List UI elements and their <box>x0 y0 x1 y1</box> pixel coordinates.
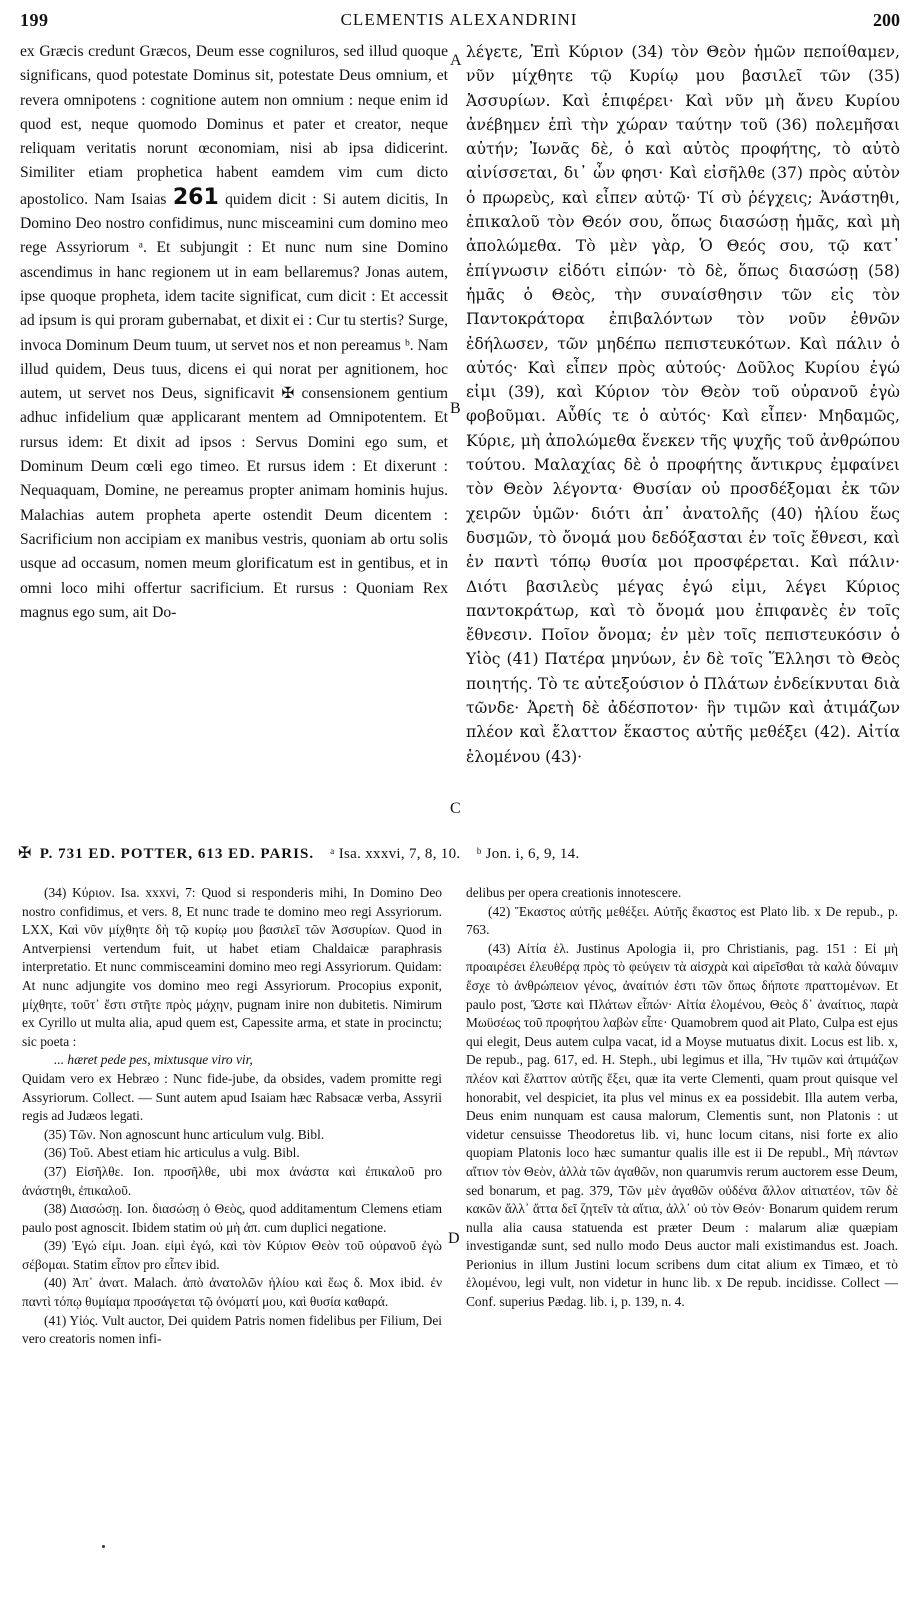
footnote-34-verse: ... hæret pede pes, mixtusque viro vir, <box>54 1052 253 1068</box>
cross-icon: ✠ <box>18 845 32 862</box>
latin-column <box>20 40 448 824</box>
greek-column <box>466 40 900 824</box>
footnote-39: (39) Ἐγώ εἰμι. Joan. εἰμὶ ἐγώ, καὶ τὸν Κύριον Θεὸν τοῦ οὐρανοῦ ἐγὼ σέβομαι. Statim εἶπον pro εἶπεν ibid. <box>22 1238 442 1272</box>
footnote-42: (42) Ἕκαστος αὐτῆς μεθέξει. Αὐτῆς ἕκαστος est Plato lib. x De repub., p. 763. <box>466 903 898 938</box>
margin-letter-c: C <box>450 800 461 817</box>
footnote-34: (34) Κύριον. Isa. xxxvi, 7: Quod si responderis mihi, In Domino Deo nostro confidimus, et vers. 8, Et nunc trade te domino meo regi Assyriorum. LXX, Καὶ νῦν μίχθητε δὴ τῷ κυρίῳ μου βασιλεῖ τῶν Ἀσσυρίων. Quod in Antverpiensi vertendum fuit, ut habet etiam Chaldaicæ paraphrasis interpretatio. Et nunc commisceamini domino meo regi Assyriorum. Quidam: At nunc adjungite vos domino meo regi Assyriorum. Procopius exponit, μίχθητε, τοῦτ᾽ ἔστι στῆτε πρὸς μάχην, pugnam inire non dubitetis. Nimirum ex Cyrillo ut multa alia, apud quem est, Capessite arma, et state in procinctu; sic poeta : <box>22 885 442 1049</box>
margin-letter-b: B <box>450 400 461 417</box>
latin-text-part-1: ex Græcis credunt Græcos, Deum esse cogniluros, sed illud quoque significans, quod potestate Dominus sit, potestate Deus omnium, et revera omnipotens : cognitione autem non omnium : neque enim id quod est, neque quomodo Dominus et pater et creator, neque reliquam veritatis norunt œconomiam, nisi ab ipsa didicerint. Similiter etiam prophetica habent eamdem vim cum dicto apostolico. Nam Isaias <box>20 43 448 208</box>
edition-pagination: P. 731 ED. POTTER, 613 ED. PARIS. <box>39 846 315 862</box>
footnote-34-continued: Quidam vero ex Hebræo : Nunc fide-jube, da obsides, vadem promitte regi Assyriorum. Collect. — Sunt autem apud Isaiam hæc Rabsacæ verba, Assyrii regis ad Judæos legati. <box>22 1070 442 1124</box>
footnote-37: (37) Εἰσῆλθε. Ion. προσῆλθε, ubi mox ἀνάστα καὶ ἐπικαλοῦ pro ἀνάστηθι, ἐπικαλοῦ. <box>22 1163 442 1198</box>
running-title: CLEMENTIS ALEXANDRINI <box>340 10 578 29</box>
margin-letter-a: A <box>450 52 462 69</box>
footnote-38: (38) Διασώσῃ. Ion. διασώσῃ ὁ Θεὸς, quod additamentum Clemens etiam paulo post agnoscit. Ibidem statim οὐ μὴ ἀπ. cum duplici negatione. <box>22 1201 442 1235</box>
edition-reference-line <box>18 843 580 863</box>
footnote-41-continued: delibus per opera creationis innotescere. <box>466 885 682 900</box>
marginal-page-number: 261 <box>172 184 219 210</box>
footnote-40: (40) Ἀπ᾽ ἀνατ. Malach. ἀπὸ ἀνατολῶν ἡλίου καὶ ἕως δ. Mox ibid. ἐν παντὶ τόπῳ θυμίαμα προσάγεται τῷ ὀνόματί μου, καὶ θυσία καθαρά. <box>22 1275 442 1310</box>
latin-text-part-2: quidem dicit : Si autem dicitis, In Domino Deo nostro confidimus, nunc misceamini cum domino meo rege Assyriorum ᵃ. Et subjungit : Et nunc num sine Domino ascendimus in hanc regionem ut in eam bellaremus? Jonas autem, ipse quoque propheta, idem tacite significat, cum dicit : Et accessit ad ipsum is qui proram gubernabat, et dixit ei : Cur tu stertis? Surge, invoca Dominum Deum tuum, ut servet nos et non pereamus ᵇ. Nam illud quidem, Deus tuus, dicens ei qui norat per agnitionem, hoc autem, ut servet nos Deus, significavit ✠ consensionem gentium adhuc infidelium quæ applicarant mentem ad Omnipotentem. Et rursus idem: Et dixit ad ipsos : Servus Domini ego sum, et Dominum Deum cœli ego timeo. Et rursus idem : Et dixerunt : Nequaquam, Domine, ne pereamus propter animam hominis hujus. Malachias autem propheta aperte ostendit Deum dicentem : Sacrificium non accipiam ex manibus vestris, quoniam ab ortu solis usque ad occasum, nomen meum glorificatum est in gentibus, et in omni loco mihi offertur sacrificium. Et rursus : Quoniam Rex magnus ego sum, ait Do- <box>20 190 448 621</box>
footnote-35: (35) Τῶν. Non agnoscunt hunc articulum vulg. Bibl. <box>44 1126 325 1142</box>
ink-speck <box>102 1545 105 1548</box>
footnote-41: (41) Υἱός. Vult auctor, Dei quidem Patris nomen fidelibus per Filium, Dei vero creatoris nomen infi- <box>22 1312 442 1347</box>
greek-paragraph: λέγετε, Ἐπὶ Κύριον (34) τὸν Θεὸν ἡμῶν πεποίθαμεν, νῦν μίχθητε τῷ Κυρίῳ μου βασιλεῖ τῶν (35) Ἀσσυρίων. Καὶ ἐπιφέρει· Καὶ νῦν μὴ ἄνευ Κυρίου ἀνέβημεν ἐπὶ τὴν χώραν ταύτην τοῦ (36) πολεμῆσαι αὐτήν; Ἰωνᾶς δὲ, ὁ καὶ αὐτὸς προφήτης, τὸ αὐτὸ αἰνίσσεται, δι᾽ ὧν φησι· Καὶ εἰσῆλθε (37) πρὸς αὐτὸν ὁ πρωρεὺς, καὶ εἶπεν αὐτῷ· Τί σὺ ῥέγχεις; Ἀνάστηθι, ἐπικαλοῦ τὸν Θεόν σου, ὅπως διασώσῃ ἡμᾶς, καὶ μὴ ἀπολώμεθα. Τὸ μὲν γὰρ, Ὁ Θεός σου, τῷ κατ᾽ ἐπίγνωσιν εἰδότι εἰπών· τὸ δὲ, ὅπως διασώσῃ (58) ἡμᾶς ὁ Θεὸς, τὴν συναίσθησιν τῶν εἰς τὸν Παντοκράτορα ἐπιβαλόντων τὸν νοῦν ἐθνῶν ἐδήλωσεν, τῶν μηδέπω πεπιστευκότων. Καὶ πάλιν ὁ αὐτός· Καὶ εἶπεν πρὸς αὐτούς· Δοῦλος Κυρίου ἐγώ εἰμι (39), καὶ Κύριον τὸν Θεὸν τοῦ οὐρανοῦ ἐγὼ φοβοῦμαι. Αὖθίς τε ὁ αὐτός· Καὶ εἶπεν· Μηδαμῶς, Κύριε, μὴ ἀπολώμεθα ἕνεκεν τῆς ψυχῆς τοῦ ἀνθρώπου τούτου. Μαλαχίας δὲ ὁ προφήτης ἄντικρυς ἐμφαίνει τὸν Θεὸν λέγοντα· Θυσίαν οὐ προσδέξομαι ἐκ τῶν χειρῶν ὑμῶν· διότι ἀπ᾽ ἀνατολῆς (40) ἡλίου ἕως δυσμῶν, τὸ ὄνομά μου δεδόξασται ἐν τοῖς ἔθνεσι, καὶ ἐν παντὶ τόπῳ θυσία μοι προσφέρεται. Καὶ πάλιν· Διότι βασιλεὺς μέγας ἐγώ εἰμι, λέγει Κύριος παντοκράτωρ, καὶ τὸ ὄνομά μου ἐπιφανὲς ἐν τοῖς ἔθνεσιν. Ποῖον ὄνομα; ἐν μὲν τοῖς πεπιστευκόσιν ὁ Υἱὸς (41) Πατέρα μηνύων, ἐν δὲ τοῖς Ἕλλησι τὸ Θεὸς ποιητής. Τὸ τε αὐτεξούσιον ὁ Πλάτων ἐνδείκνυται διὰ τῶνδε· Ἀρετὴ δὲ ἀδέσποτον· ἣν τιμῶν καὶ ἀτιμάζων πλέον καὶ ἔλαττον ἕκαστος αὐτῆς μεθέξει (42). Αἰτία ἑλομένου (43)· <box>466 43 900 766</box>
page-number-right: 200 <box>873 10 900 30</box>
footnote-36: (36) Τοῦ. Abest etiam hic articulus a vulg. Bibl. <box>44 1145 300 1161</box>
footnotes-left-column <box>22 884 442 1594</box>
footnotes-right-column <box>466 884 898 1594</box>
page-number-left: 199 <box>20 10 49 30</box>
scripture-ref-b: ᵇ Jon. i, 6, 9, 14. <box>476 846 580 862</box>
latin-paragraph <box>20 40 448 625</box>
margin-letter-d: D <box>448 1230 460 1247</box>
running-header <box>12 6 906 32</box>
footnote-43: (43) Αἰτία ἑλ. Justinus Apologia ii, pro Christianis, pag. 151 : Εἰ μὴ προαιρέσει ἐλευθέρᾳ πρὸς τὸ φεύγειν τὰ αἰσχρὰ καὶ αἱρεῖσθαι τὰ καλὰ δύναμιν ἔσχε τὸ ἀνθρώπειον γένος, ἀναίτιόν ἐστι τῶν ὅπως δήποτε πραττομένων. Et paulo post, Ὥστε καὶ Πλάτων εἶπών· Αἰτία ἑλομένου, Θεὸς δ᾽ ἀναίτιος, παρὰ Μωϋσέως τοῦ προφήτου λαβὼν εἶπε· Quamobrem quod ait Plato, Culpa est ejus qui elegit, Deus autem culpa vacat, id a Moyse mutuatus dixit. Locus est lib. x, De repub., pag. 617, ed. H. Steph., ubi legimus et illa, Ἣν τιμῶν καὶ ἀτιμάζων πλέον καὶ ἔλαττον αὐτῆς ἕξει, quæ ita verte Clementi, quam prout quisque vel honorabit, vel despiciet, ita plus vel minus ex ea possidebit. Illa autem verba, Deus enim nunquam est causa malorum, Clementis sunt, non Platonis : ut videtur censuisse Theodoretus lib. vi, hunc locum citans, nisi forte ex alio quopiam Platonis loco hæc sumantur qualis ille est ii De republ., Μὴ πάντων αἴτιον τὸν Θεὸν, ἀλλὰ τῶν ἀγαθῶν, non quarumvis rerum auctorem esse Deum, sed bonarum, et pag. 379, Τῶν μὲν ἀγαθῶν οὐδένα ἄλλον αἰτιατέον, τῶν δὲ κακῶν ἄλλ᾽ ἄττα δεῖ ζητεῖν τὰ αἴτια, ἀλλ᾽ οὐ τὸν Θεόν· Bonarum quidem rerum nulla alia causa statuenda est præter Deum : malarum aliæ quæpiam investigandæ sunt, sed nullo modo Deus auctor mali existimandus est. Joach. Perionius in illum Justini locum scribens dum citat alium ex Timæo, et τὸ ἑλομένου, legi vult, non videtur in hunc lib. x De repub. incidisse. Collect — Conf. superius Pædag. lib. i, p. 139, n. 4. <box>466 940 898 1310</box>
scripture-ref-a: ᵃ Isa. xxxvi, 7, 8, 10. <box>330 846 461 862</box>
